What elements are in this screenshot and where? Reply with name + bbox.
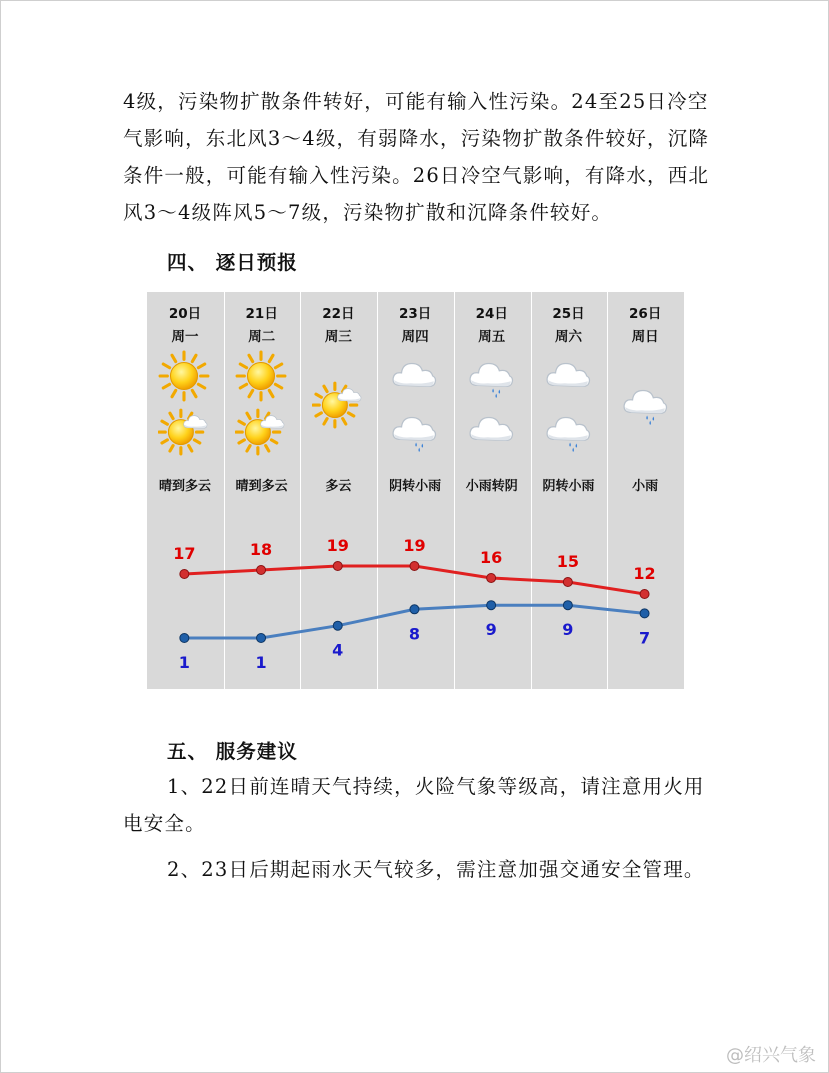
low-temp-point (640, 609, 649, 618)
weibo-watermark: @绍兴气象 (726, 1045, 816, 1066)
forecast-condition: 多云 (325, 479, 352, 494)
forecast-weekday: 周三 (324, 329, 352, 345)
advice-item-1: 1、22日前连晴天气持续，火险气象等级高，请注意用火用电安全。 (123, 775, 705, 835)
high-temp-point (487, 574, 496, 583)
high-temp-label: 19 (326, 536, 349, 555)
high-temp-label: 19 (403, 536, 426, 555)
low-temp-label: 4 (332, 640, 344, 660)
forecast-condition: 晴到多云 (158, 479, 211, 494)
high-temp-point (257, 566, 266, 575)
forecast-date: 23日 (398, 306, 432, 322)
low-temp-point (180, 634, 189, 643)
forecast-condition: 阴转小雨 (389, 479, 442, 494)
low-temp-label: 8 (408, 624, 421, 644)
section-5-title: 五、 服务建议 (167, 740, 298, 763)
forecast-date: 21日 (245, 306, 278, 322)
low-temp-label: 7 (638, 628, 651, 648)
low-temp-point (487, 601, 496, 610)
forecast-weekday: 周日 (631, 329, 659, 345)
forecast-date: 24日 (475, 306, 508, 322)
forecast-condition: 晴到多云 (235, 479, 288, 494)
low-temp-label: 9 (562, 620, 574, 640)
intro-paragraph: 4级，污染物扩散条件转好，可能有输入性污染。24至25日冷空气影响，东北风3～4级，有弱降水，污染物扩散条件较好，沉降条件一般，可能有输入性污染。26日冷空气影响，有降水，西北风3～4级阵风5～7级，污染物扩散和沉降条件较好。 (123, 90, 710, 224)
forecast-condition: 小雨转阴 (465, 479, 518, 494)
high-temp-label: 16 (480, 548, 503, 567)
high-temp-label: 17 (173, 544, 196, 563)
daily-forecast-panel (147, 292, 684, 689)
forecast-date: 25日 (552, 306, 585, 322)
temperature-chart (147, 292, 684, 689)
forecast-date: 26日 (629, 306, 662, 322)
high-temp-point (410, 562, 419, 571)
low-temp-point (333, 621, 342, 630)
low-temp-label: 1 (255, 653, 267, 672)
low-temp-point (563, 601, 572, 610)
forecast-condition: 小雨 (632, 479, 659, 494)
high-temp-point (180, 570, 189, 579)
high-temp-point (563, 578, 572, 587)
forecast-weekday: 周二 (248, 329, 276, 345)
advice-item-2: 2、23日后期起雨水天气较多，需注意加强交通安全管理。 (167, 858, 705, 881)
high-temp-point (640, 590, 649, 599)
high-temp-point (333, 562, 342, 571)
high-temp-label: 12 (633, 564, 656, 583)
forecast-condition: 阴转小雨 (542, 479, 595, 494)
forecast-weekday: 周五 (478, 329, 506, 345)
forecast-date: 22日 (322, 306, 355, 322)
low-temp-point (257, 634, 266, 643)
forecast-weekday: 周四 (401, 329, 429, 345)
forecast-date: 20日 (168, 306, 202, 322)
forecast-weekday: 周一 (171, 329, 199, 345)
low-temp-label: 1 (178, 653, 190, 672)
section-4-title: 四、 逐日预报 (167, 251, 298, 274)
low-temp-label: 9 (485, 620, 497, 640)
low-temp-point (410, 605, 419, 614)
forecast-weekday: 周六 (555, 329, 582, 345)
high-temp-label: 18 (249, 540, 273, 559)
high-temp-label: 15 (556, 552, 579, 571)
